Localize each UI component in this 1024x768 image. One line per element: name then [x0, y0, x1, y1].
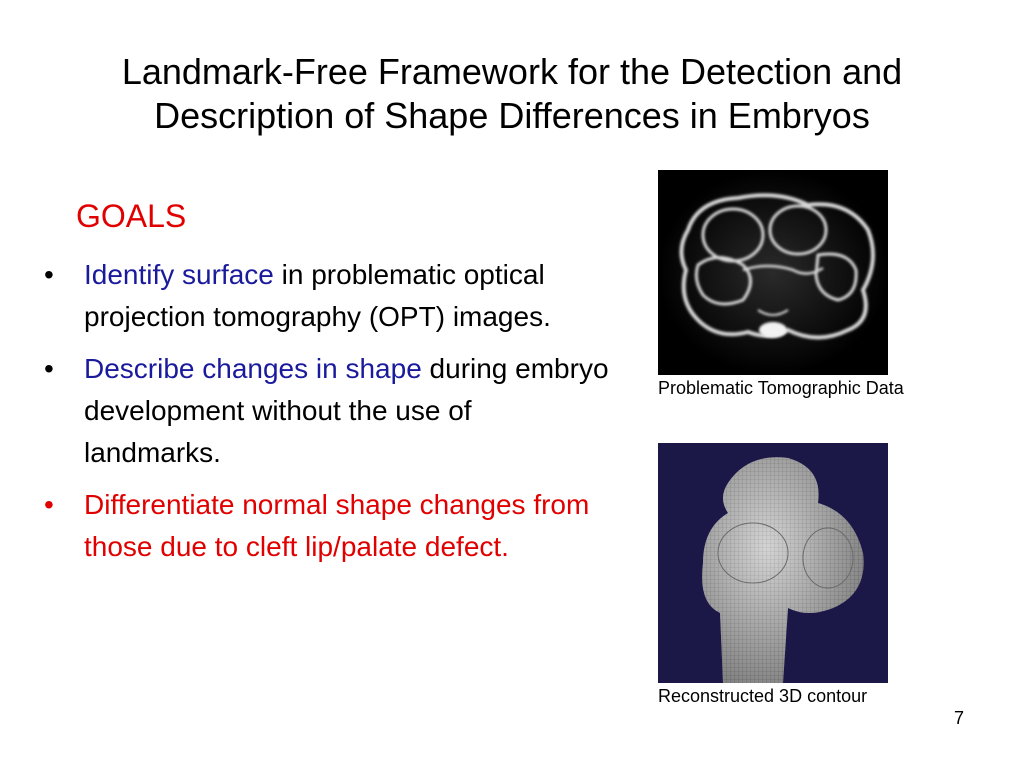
bullet-highlight: Differentiate normal shape changes from those due to cleft lip/palate defect. [84, 489, 590, 562]
contour-3d-image [658, 443, 888, 683]
bullet-item-identify-surface [44, 254, 614, 338]
bullet-text: during embryo development without the use of landmarks. [84, 353, 609, 468]
bullet-highlight: Identify surface [84, 259, 274, 290]
page-number: 7 [953, 708, 964, 728]
bullet-item-describe-changes [44, 348, 614, 474]
figure-caption-tomographic: Problematic Tomographic Data [658, 378, 904, 398]
bullet-item-differentiate [44, 484, 614, 568]
bullet-dot: • [44, 353, 54, 384]
tomographic-image [658, 170, 888, 375]
slide-title [40, 50, 984, 138]
title-line-2: Description of Shape Differences in Embryos [154, 95, 870, 136]
goals-heading: GOALS [76, 198, 187, 234]
figure-caption-3d-contour: Reconstructed 3D contour [658, 686, 868, 706]
bullet-highlight: Describe changes in shape [84, 353, 422, 384]
bullet-dot: • [44, 489, 54, 520]
goals-list [44, 254, 614, 578]
bullet-dot: • [44, 259, 54, 290]
bullet-text: in problematic optical projection tomography (OPT) images. [84, 259, 551, 332]
title-line-1: Landmark-Free Framework for the Detection and [121, 51, 903, 92]
